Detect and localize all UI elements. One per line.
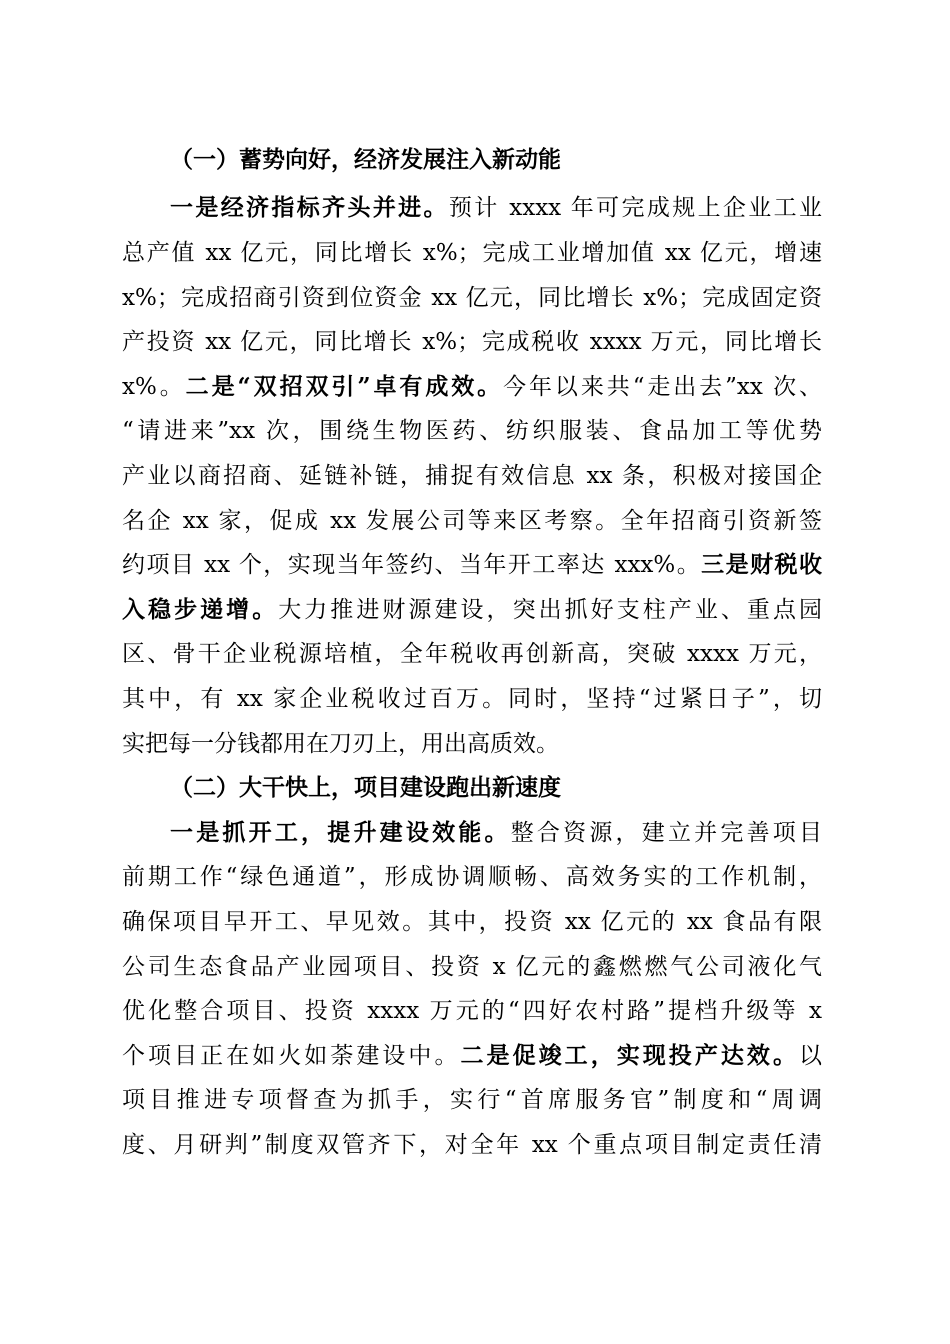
line-text: 今年以来共“走出去”xx 次、 <box>503 374 822 400</box>
bold-lead: 入稳步递增。 <box>122 596 279 623</box>
bold-lead: 一是经济指标齐头并进。 <box>170 194 449 221</box>
paragraph-line: “请进来”xx 次，围绕生物医药、纺织服装、食品加工等优势 <box>122 418 822 444</box>
paragraph-line <box>170 186 822 230</box>
section-heading-1: （一）蓄势向好，经济发展注入新动能 <box>170 146 561 173</box>
paragraph-line: 前期工作“绿色通道”，形成协调顺畅、高效务实的工作机制， <box>122 864 822 890</box>
line-text: 大力推进财源建设，突出抓好支柱产业、重点园 <box>278 597 822 623</box>
paragraph-line: 项目推进专项督查为抓手，实行“首席服务官”制度和“周调 <box>122 1087 822 1113</box>
line-text: 约项目 xx 个，实现当年签约、当年开工率达 xxx%。 <box>122 552 702 578</box>
paragraph-line <box>122 543 822 587</box>
paragraph-line: 其中，有 xx 家企业税收过百万。同时，坚持“过紧日子”，切 <box>122 686 822 712</box>
bold-lead: 二是“双招双引”卓有成效。 <box>185 373 504 400</box>
line-text: x%。 <box>122 374 186 400</box>
line-text: 整合资源，建立并完善项目 <box>510 820 822 846</box>
paragraph-line: 产业以商招商、延链补链，捕捉有效信息 xx 条，积极对接国企 <box>122 463 822 489</box>
paragraph-line: 总产值 xx 亿元，同比增长 x%；完成工业增加值 xx 亿元，增速 <box>122 240 822 266</box>
line-text: 个项目正在如火如荼建设中。 <box>122 1043 461 1069</box>
line-text: 以 <box>799 1043 822 1069</box>
paragraph-line: x%；完成招商引资到位资金 xx 亿元，同比增长 x%；完成固定资 <box>122 285 822 311</box>
paragraph-line: 度、月研判”制度双管齐下，对全年 xx 个重点项目制定责任清 <box>122 1132 822 1158</box>
paragraph-line <box>122 588 822 632</box>
bold-lead: 二是促竣工，实现投产达效。 <box>460 1042 800 1069</box>
paragraph-line: 确保项目早开工、早见效。其中，投资 xx 亿元的 xx 食品有限 <box>122 909 822 935</box>
paragraph-line: 产投资 xx 亿元，同比增长 x%；完成税收 xxxx 万元，同比增长 <box>122 329 822 355</box>
paragraph-line <box>122 365 822 409</box>
bold-lead: 一是抓开工，提升建设效能。 <box>170 819 511 846</box>
paragraph-line: 公司生态食品产业园项目、投资 x 亿元的鑫燃燃气公司液化气 <box>122 954 822 980</box>
line-text: 预计 xxxx 年可完成规上企业工业 <box>448 195 822 221</box>
paragraph-line: 实把每一分钱都用在刀刃上，用出高质效。 <box>122 731 559 757</box>
section-heading-2: （二）大干快上，项目建设跑出新速度 <box>170 774 561 801</box>
bold-lead: 三是财税收 <box>701 551 822 578</box>
paragraph-line: 优化整合项目、投资 xxxx 万元的“四好农村路”提档升级等 x <box>122 998 822 1024</box>
paragraph-line: 区、骨干企业税源培植，全年税收再创新高，突破 xxxx 万元， <box>122 641 822 667</box>
paragraph-line <box>170 811 822 855</box>
paragraph-line: 名企 xx 家，促成 xx 发展公司等来区考察。全年招商引资新签 <box>122 508 822 534</box>
paragraph-line <box>122 1034 822 1078</box>
